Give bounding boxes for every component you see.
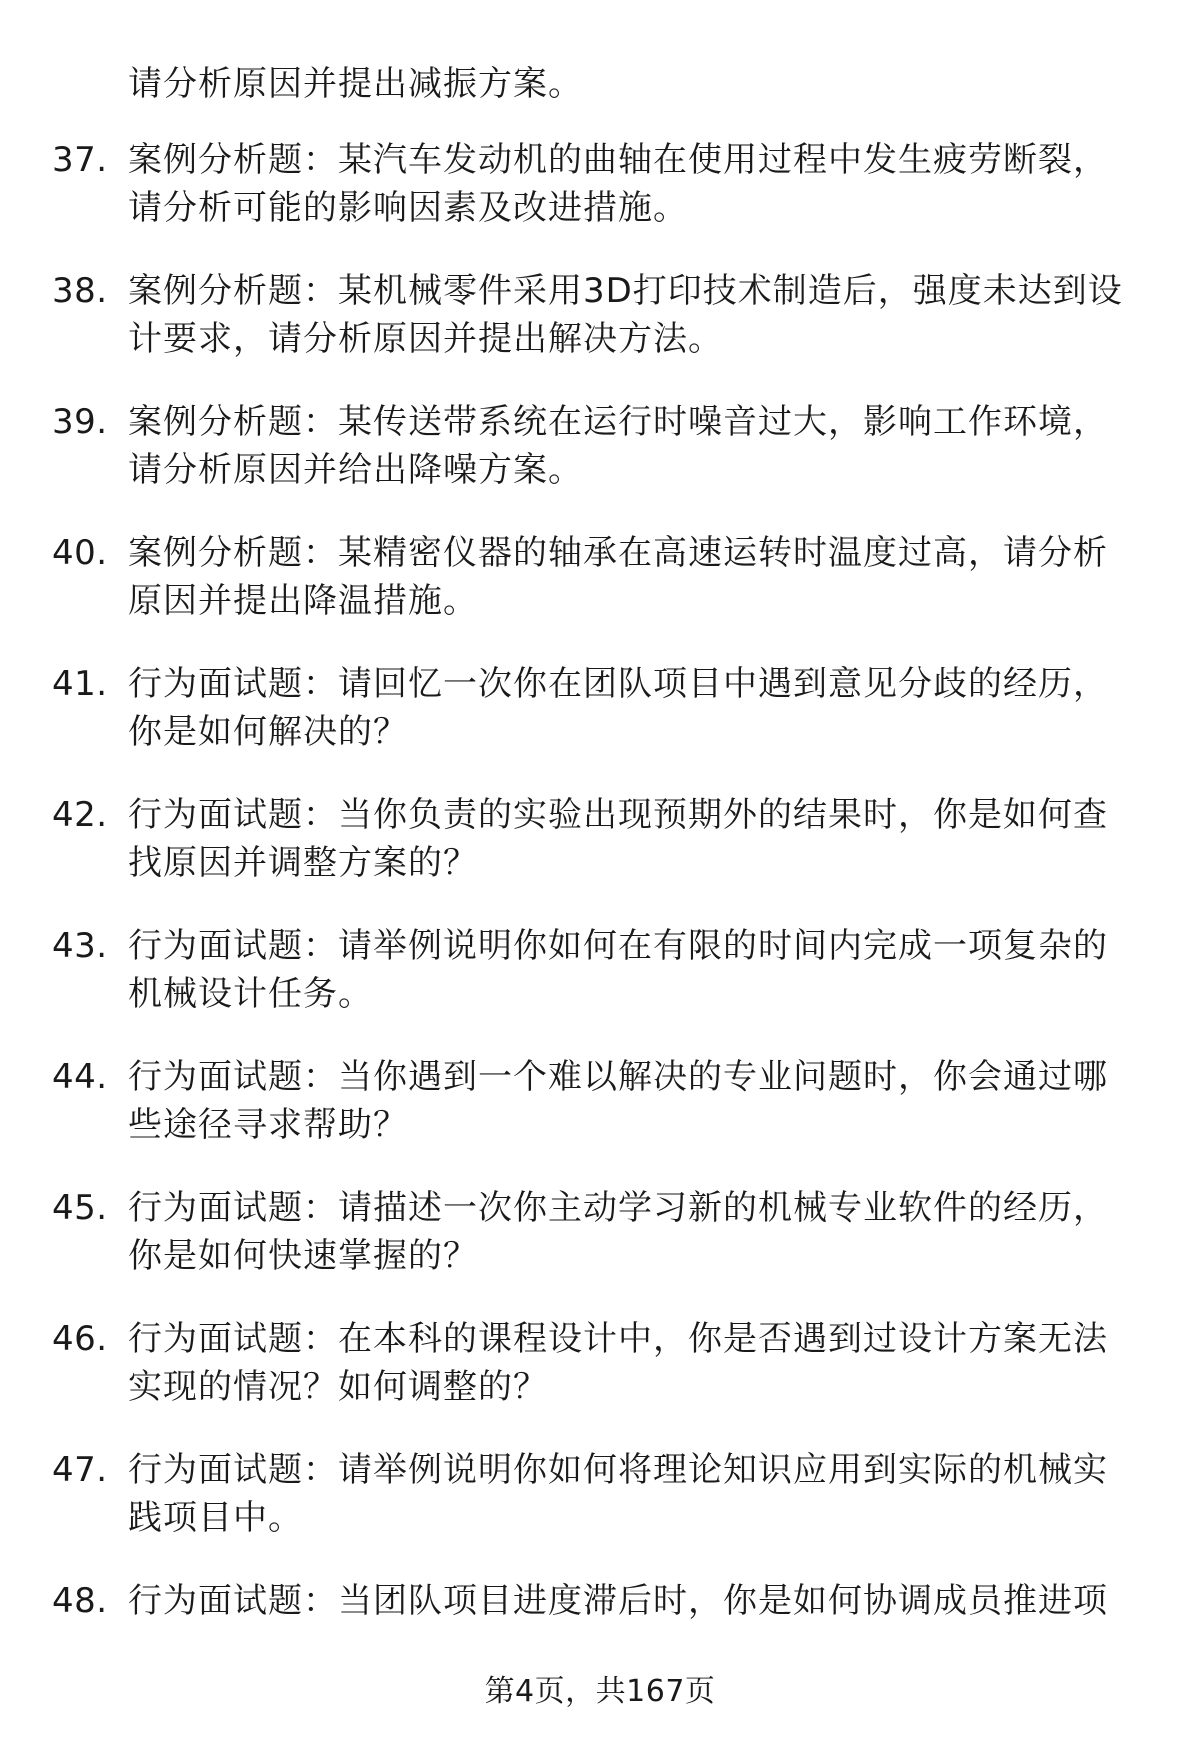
item-text	[128, 1577, 1148, 1625]
item-number: 44.	[52, 1057, 108, 1097]
item-text	[128, 267, 1148, 363]
item-line: 原因并提出降温措施。	[128, 581, 478, 621]
item-number: 41.	[52, 664, 108, 704]
list-item	[0, 1315, 1200, 1446]
list-item	[0, 791, 1200, 922]
item-line: 案例分析题：某机械零件采用3D打印技术制造后，强度未达到设	[128, 271, 1123, 311]
item-text	[128, 660, 1148, 756]
item-line: 案例分析题：某传送带系统在运行时噪音过大，影响工作环境，	[128, 402, 1108, 442]
item-line: 机械设计任务。	[128, 974, 373, 1014]
item-line: 行为面试题：请描述一次你主动学习新的机械专业软件的经历，	[128, 1188, 1108, 1228]
list-item	[0, 660, 1200, 791]
item-line: 请分析原因并给出降噪方案。	[128, 450, 583, 490]
item-text	[128, 922, 1148, 1018]
item-line: 行为面试题：当你遇到一个难以解决的专业问题时，你会通过哪	[128, 1057, 1108, 1097]
item-line: 践项目中。	[128, 1498, 303, 1538]
item-line: 找原因并调整方案的？	[128, 843, 478, 883]
item-line: 你是如何解决的？	[128, 712, 408, 752]
list-item	[0, 398, 1200, 529]
item-line: 行为面试题：请举例说明你如何将理论知识应用到实际的机械实	[128, 1450, 1108, 1490]
item-number: 47.	[52, 1450, 108, 1490]
item-number: 40.	[52, 533, 108, 573]
item-text	[128, 1184, 1148, 1280]
page-footer: 第4页，共167页	[484, 1674, 716, 1709]
item-line: 案例分析题：某汽车发动机的曲轴在使用过程中发生疲劳断裂，	[128, 140, 1108, 180]
item-number: 37.	[52, 140, 108, 180]
item-text	[128, 529, 1148, 625]
item-line: 行为面试题：请回忆一次你在团队项目中遇到意见分歧的经历，	[128, 664, 1108, 704]
item-number: 46.	[52, 1319, 108, 1359]
item-line: 行为面试题：在本科的课程设计中，你是否遇到过设计方案无法	[128, 1319, 1108, 1359]
item-line: 行为面试题：请举例说明你如何在有限的时间内完成一项复杂的	[128, 926, 1108, 966]
item-number: 48.	[52, 1581, 108, 1621]
item-number: 43.	[52, 926, 108, 966]
list-item	[0, 922, 1200, 1053]
item-number: 39.	[52, 402, 108, 442]
item-line: 实现的情况？如何调整的？	[128, 1367, 548, 1407]
list-item	[0, 1053, 1200, 1184]
item-text	[128, 1053, 1148, 1149]
list-item	[0, 1446, 1200, 1577]
item-number: 42.	[52, 795, 108, 835]
item-line: 行为面试题：当团队项目进度滞后时，你是如何协调成员推进项	[128, 1581, 1108, 1621]
item-text	[128, 398, 1148, 494]
item-line: 行为面试题：当你负责的实验出现预期外的结果时，你是如何查	[128, 795, 1108, 835]
item-line: 计要求，请分析原因并提出解决方法。	[128, 319, 723, 359]
continuation-line: 请分析原因并提出减振方案。	[128, 64, 583, 104]
item-line: 请分析可能的影响因素及改进措施。	[128, 188, 688, 228]
list-item	[0, 1184, 1200, 1315]
question-list	[0, 136, 1200, 1708]
list-item	[0, 529, 1200, 660]
item-text	[128, 136, 1148, 232]
item-number: 38.	[52, 271, 108, 311]
item-text	[128, 1446, 1148, 1542]
item-text	[128, 1315, 1148, 1411]
list-item	[0, 136, 1200, 267]
item-text	[128, 791, 1148, 887]
item-number: 45.	[52, 1188, 108, 1228]
item-line: 案例分析题：某精密仪器的轴承在高速运转时温度过高，请分析	[128, 533, 1108, 573]
item-line: 你是如何快速掌握的？	[128, 1236, 478, 1276]
list-item	[0, 267, 1200, 398]
item-line: 些途径寻求帮助？	[128, 1105, 408, 1145]
